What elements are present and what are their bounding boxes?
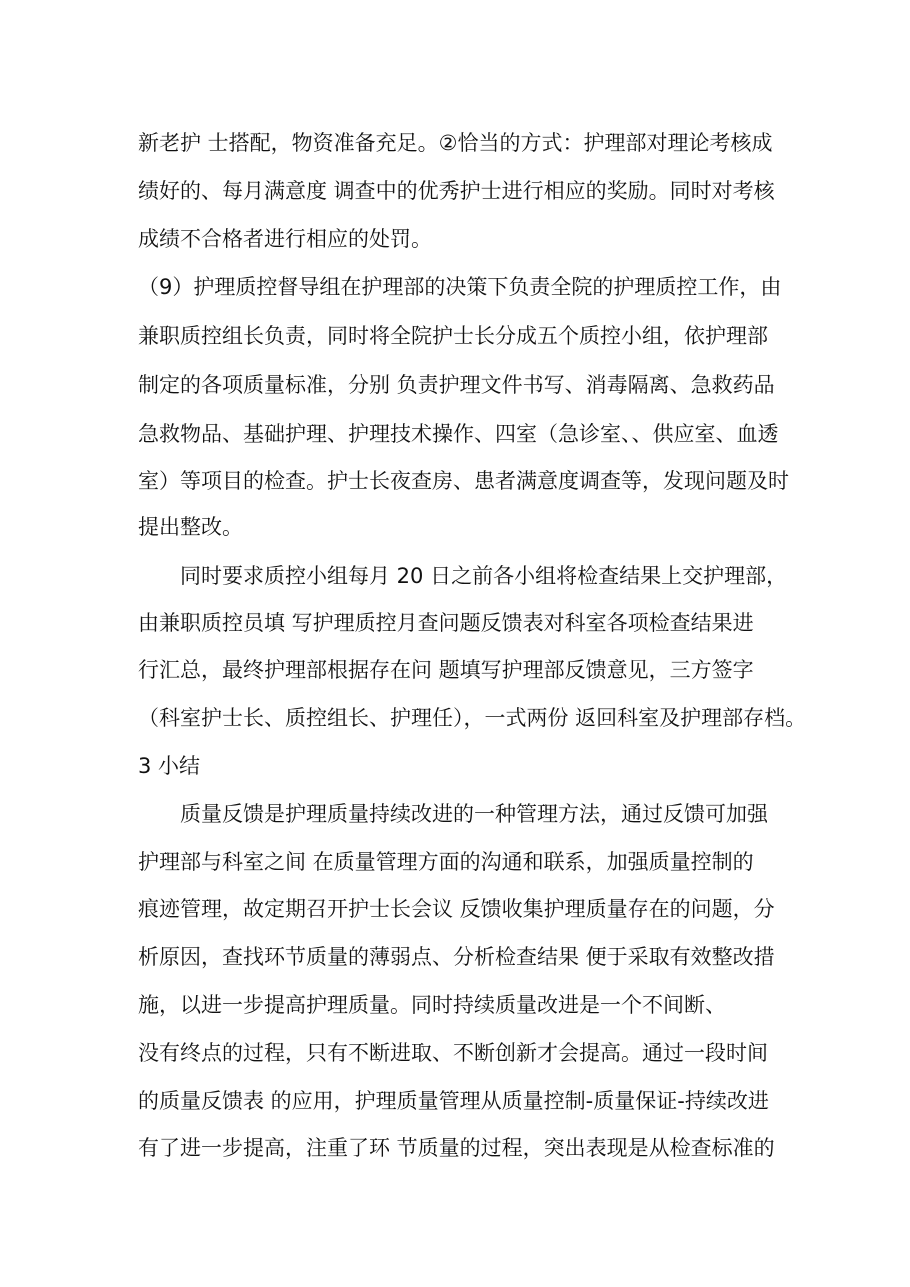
text-line: 的质量反馈表 的应用，护理质量管理从质量控制-质量保证-持续改进 [138, 1089, 769, 1113]
text-line: （9）护理质控督导组在护理部的决策下负责全院的护理质控工作，由 [138, 275, 782, 299]
text-line: 没有终点的过程，只有不断进取、不断创新才会提高。通过一段时间 [138, 1041, 768, 1065]
text-line: 痕迹管理，故定期召开护士长会议 反馈收集护理质量存在的问题，分 [138, 897, 775, 921]
text-line: 急救物品、基础护理、护理技术操作、四室（急诊室、、供应室、血透 [138, 422, 779, 446]
text-line: 绩好的、每月满意度 调查中的优秀护士进行相应的奖励。同时对考核 [138, 179, 775, 203]
text-line: 室）等项目的检查。护士长夜查房、患者满意度调查等，发现问题及时 [138, 469, 789, 493]
text-line: 施，以进一步提高护理质量。同时持续质量改进是一个不间断、 [138, 993, 726, 1017]
section-heading: 3 小结 [138, 754, 201, 778]
text-line: 行汇总，最终护理部根据存在问 题填写护理部反馈意见，三方签字 [138, 658, 754, 682]
text-line: 提出整改。 [138, 515, 243, 539]
text-line: 新老护 士搭配，物资准备充足。②恰当的方式：护理部对理论考核成 [138, 131, 773, 155]
text-line: 成绩不合格者进行相应的处罚。 [138, 227, 432, 251]
text-line: 质量反馈是护理质量持续改进的一种管理方法，通过反馈可加强 [180, 802, 768, 826]
text-line: （科室护士长、质控组长、护理任），一式两份 返回科室及护理部存档。 [138, 706, 807, 730]
text-line: 护理部与科室之间 在质量管理方面的沟通和联系，加强质量控制的 [138, 850, 754, 874]
text-line: 析原因，查找环节质量的薄弱点、分析检查结果 便于采取有效整改措 [138, 945, 775, 969]
text-line: 有了进一步提高，注重了环 节质量的过程，突出表现是从检查标准的 [138, 1136, 775, 1160]
text-line: 由兼职质控员填 写护理质控月查问题反馈表对科室各项检查结果进 [138, 611, 754, 635]
text-line: 兼职质控组长负责，同时将全院护士长分成五个质控小组，依护理部 [138, 324, 768, 348]
text-line: 制定的各项质量标准，分别 负责护理文件书写、消毒隔离、急救药品 [138, 373, 775, 397]
text-line: 同时要求质控小组每月 20 日之前各小组将检查结果上交护理部， [180, 564, 788, 588]
